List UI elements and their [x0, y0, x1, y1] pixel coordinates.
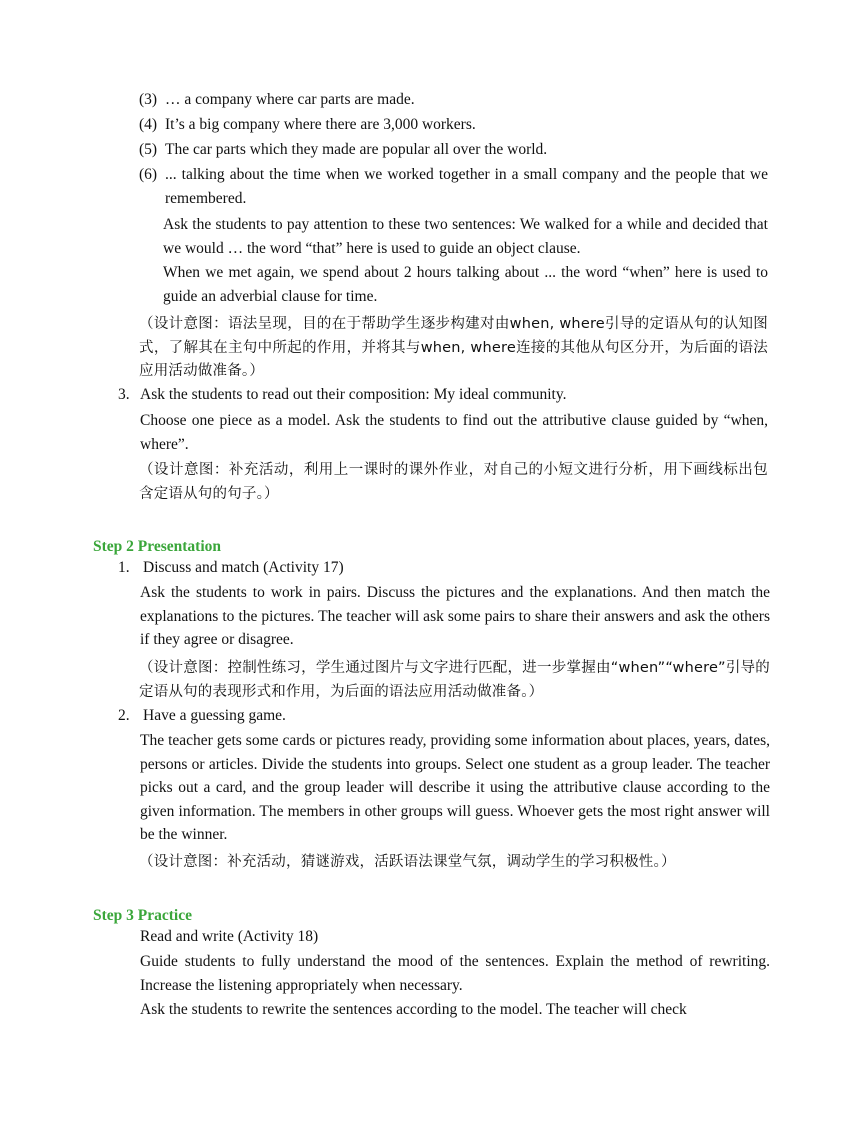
teacher-note: When we met again, we spend about 2 hours talking about ... the word “when” here is used to guide an adverbial clause for time. — [163, 264, 768, 305]
item-body: The teacher gets some cards or pictures ready, providing some information about places, years, dates, persons or articles. Divide the students into groups. Select one student as a group leader. The teacher picks out a card, and the group leader will describe it using the attributive clause according to the given information. The members in other groups will guess. Whoever gets the most right answer will be the winner. — [140, 732, 770, 843]
item-number: (6) — [139, 166, 158, 183]
item-title: Ask the students to read out their composition: My ideal community. — [140, 386, 567, 403]
item-number: (3) — [139, 91, 158, 108]
item-title: Have a guessing game. — [143, 707, 286, 724]
item-body: Guide students to fully understand the mood of the sentences. Explain the method of rewriting. Increase the listening appropriately when necessary. — [140, 953, 770, 994]
step3-heading: Step 3 Practice — [93, 907, 192, 924]
item-body: Ask the students to rewrite the sentences according to the model. The teacher will check — [140, 1001, 687, 1018]
item-title: Discuss and match (Activity 17) — [143, 559, 344, 576]
item-body: Ask the students to work in pairs. Discuss the pictures and the explanations. And then match the explanations to the pictures. The teacher will ask some pairs to share their answers and ask the others if they agree or disagree. — [140, 584, 770, 648]
item-body: Choose one piece as a model. Ask the students to find out the attributive clause guided by “when, where”. — [140, 412, 768, 453]
design-intent: （设计意图：语法呈现，目的在于帮助学生逐步构建对由when, where引导的定语从句的认知图式，了解其在主句中所起的作用，并将其与when, where连接的其他从句区分开，为后面的语法应用活动做准备。） — [139, 316, 768, 379]
design-intent: （设计意图：补充活动，猜谜游戏，活跃语法课堂气氛，调动学生的学习积极性。） — [139, 854, 676, 870]
item-number: (4) — [139, 116, 158, 133]
item-number: 2. — [118, 707, 130, 724]
item-text: … a company where car parts are made. — [165, 91, 415, 108]
design-intent: （设计意图：控制性练习，学生通过图片与文字进行匹配，进一步掌握由“when”“where”引导的定语从句的表现形式和作用，为后面的语法应用活动做准备。） — [139, 660, 770, 700]
step2-heading: Step 2 Presentation — [93, 538, 222, 555]
item-number: (5) — [139, 141, 158, 158]
design-intent: （设计意图：补充活动，利用上一课时的课外作业，对自己的小短文进行分析，用下画线标出包含定语从句的句子。） — [139, 462, 768, 502]
item-title: Read and write (Activity 18) — [140, 928, 319, 945]
item-text: The car parts which they made are popular all over the world. — [165, 141, 548, 158]
item-text: It’s a big company where there are 3,000 workers. — [165, 116, 476, 133]
item-number: 1. — [118, 559, 130, 576]
item-number: 3. — [118, 386, 130, 403]
teacher-note: Ask the students to pay attention to these two sentences: We walked for a while and decided that we would … the word “that” here is used to guide an object clause. — [163, 216, 768, 257]
item-text: ... talking about the time when we worked together in a small company and the people that we remembered. — [165, 166, 768, 207]
